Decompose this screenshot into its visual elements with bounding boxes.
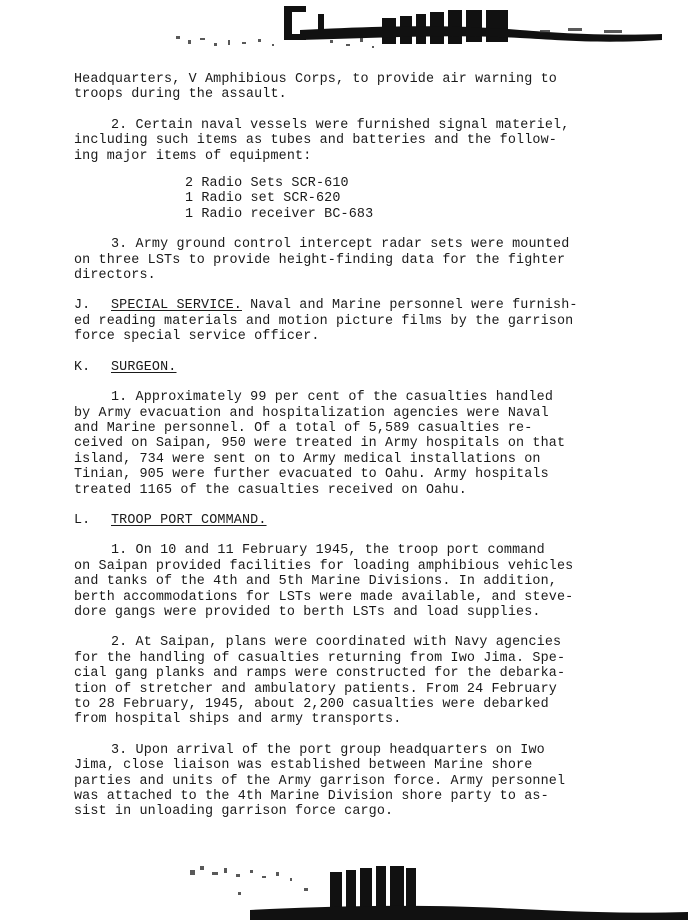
text-line: force special service officer.: [74, 329, 320, 345]
troop-port-paragraph-2: [74, 635, 670, 727]
text-line: island, 734 were sent on to Army medical installations on: [74, 451, 541, 467]
classification-stamp-bottom: [0, 858, 690, 920]
text-line: on Saipan provided facilities for loading amphibious vehicles: [74, 558, 574, 574]
text-line: troops during the assault.: [74, 87, 287, 103]
section-l-heading: [74, 513, 670, 528]
equipment-item: 2 Radio Sets SCR-610: [185, 176, 349, 192]
text-line: Tinian, 905 were further evacuated to Oahu. Army hospitals: [74, 467, 549, 483]
section-k-heading: [74, 360, 670, 375]
text-line: 1. Approximately 99 per cent of the casualties handled: [111, 390, 554, 406]
text-line: 2. Certain naval vessels were furnished signal materiel,: [111, 117, 570, 133]
text-line: for the handling of casualties returning from Iwo Jima. Spe-: [74, 650, 566, 666]
classification-stamp-top-graphic: [0, 0, 690, 60]
text-line: sist in unloading garrison force cargo.: [74, 804, 394, 820]
text-line: 3. Upon arrival of the port group headquarters on Iwo: [111, 742, 545, 758]
text-line: from hospital ships and army transports.: [74, 712, 402, 728]
signal-materiel-paragraph: [74, 118, 670, 164]
section-j: [74, 298, 670, 344]
text-line: dore gangs were provided to berth LSTs and load supplies.: [74, 604, 541, 620]
text-line: 1. On 10 and 11 February 1945, the troop port command: [111, 543, 545, 559]
section-j-first-line: [74, 298, 670, 313]
text-line: tion of stretcher and ambulatory patients. From 24 February: [74, 681, 557, 697]
text-line: to 28 February, 1945, about 2,200 casualties were debarked: [74, 697, 549, 712]
stamp-letters-bottom: [330, 866, 416, 910]
text-line: on three LSTs to provide height-finding data for the fighter: [74, 252, 566, 268]
text-line: ceived on Saipan, 950 were treated in Army hospitals on that: [74, 436, 566, 452]
text-line: parties and units of the Army garrison force. Army personnel: [74, 773, 566, 789]
text-line: Jima, close liaison was established between Marine shore: [74, 758, 533, 774]
equipment-item: 1 Radio receiver BC-683: [185, 206, 374, 222]
section-title: SPECIAL SERVICE.: [111, 298, 242, 314]
text-line: Headquarters, V Amphibious Corps, to provide air warning to: [74, 72, 557, 87]
section-letter: L.: [74, 512, 91, 528]
surgeon-paragraph: [74, 390, 670, 498]
troop-port-paragraph-3: [74, 743, 670, 820]
document-page: [74, 72, 670, 820]
section-letter: J.: [74, 298, 91, 314]
troop-port-paragraph-1: [74, 543, 670, 620]
section-title: TROOP PORT COMMAND.: [111, 512, 267, 528]
text-line: 2. At Saipan, plans were coordinated with Navy agencies: [111, 635, 562, 651]
text-line: ing major items of equipment:: [74, 148, 312, 164]
stamp-strike-bottom: [250, 906, 688, 920]
text-line: berth accommodations for LSTs were made available, and steve-: [74, 589, 574, 605]
text-line: directors.: [74, 268, 156, 284]
text-line: 3. Army ground control intercept radar sets were mounted: [111, 237, 570, 253]
text-line: ed reading materials and motion picture films by the garrison: [74, 313, 574, 329]
text-line: and tanks of the 4th and 5th Marine Divisions. In addition,: [74, 574, 557, 590]
text-line: was attached to the 4th Marine Division shore party to as-: [74, 789, 549, 805]
equipment-list: [74, 176, 670, 222]
equipment-item: 1 Radio set SCR-620: [185, 191, 341, 207]
classification-stamp-top: [0, 0, 690, 60]
text-line: treated 1165 of the casualties received on Oahu.: [74, 482, 467, 498]
section-letter: K.: [74, 359, 91, 375]
classification-stamp-bottom-graphic: [0, 858, 690, 920]
stamp-speckle-bottom: [190, 866, 308, 895]
text-line: cial gang planks and ramps were constructed for the debarka-: [74, 666, 566, 682]
text-line: and Marine personnel. Of a total of 5,589 casualties re-: [74, 420, 533, 436]
text-line: by Army evacuation and hospitalization agencies were Naval: [74, 405, 549, 421]
intro-paragraph: [74, 72, 670, 103]
text-line: including such items as tubes and batteries and the follow-: [74, 133, 557, 149]
radar-paragraph: [74, 237, 670, 283]
section-j-text: Naval and Marine personnel were furnish-: [241, 298, 578, 314]
section-title: SURGEON.: [111, 359, 177, 375]
